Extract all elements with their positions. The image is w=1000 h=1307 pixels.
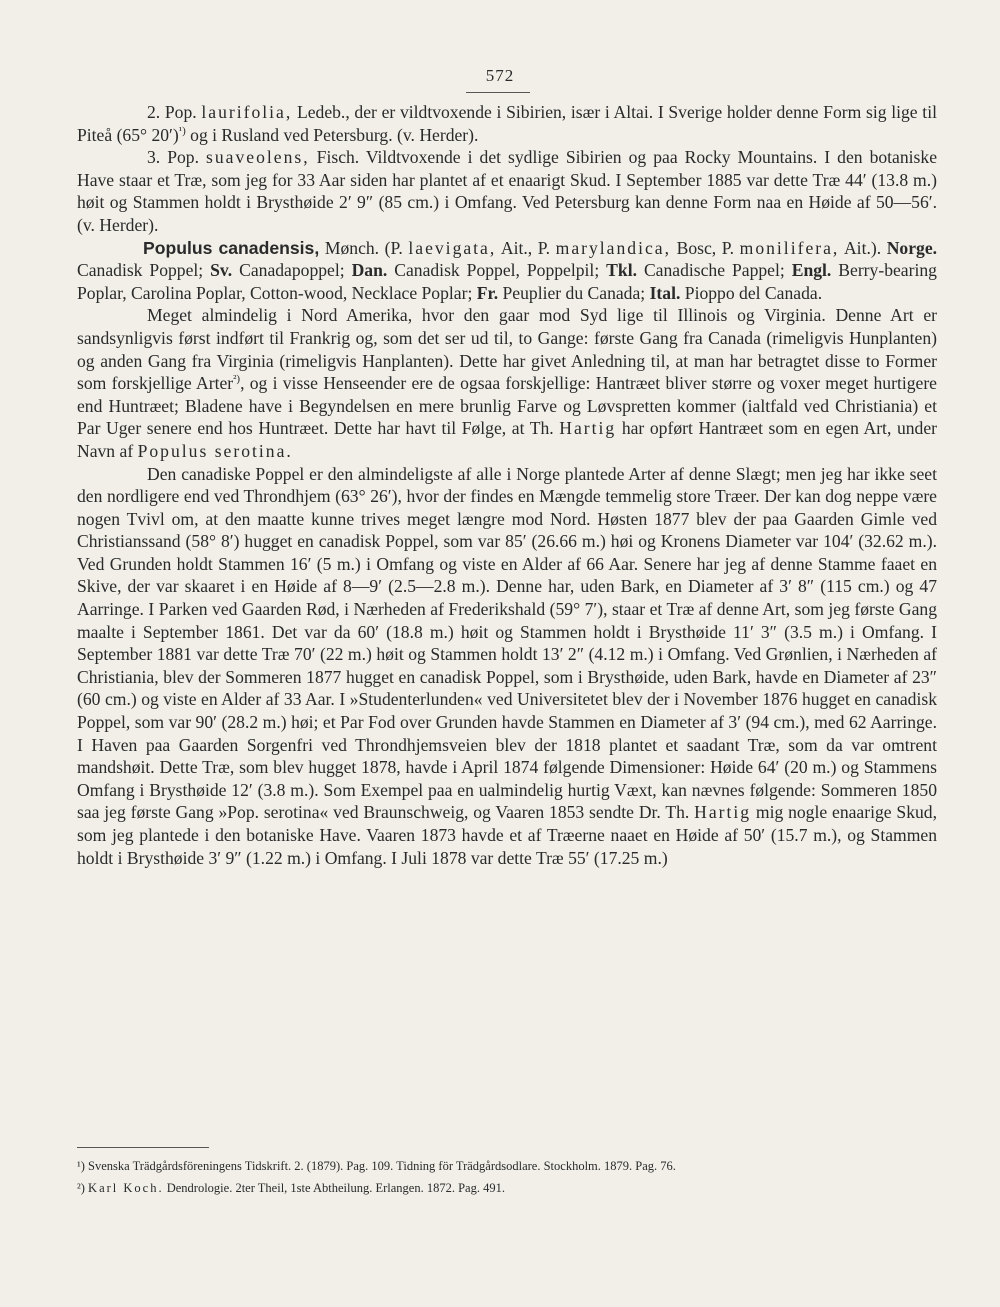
footnote-2: ²) Karl Koch. Dendrologie. 2ter Theil, 1ste Abtheilung. Erlangen. 1872. Pag. 491. xyxy=(77,1181,505,1195)
footnote-1: ¹) Svenska Trädgårdsföreningens Tidskrift. 2. (1879). Pag. 109. Tidning för Trädgårdsodlare. Stockholm. 1879. Pag. 76. xyxy=(77,1159,676,1173)
page-number: 572 xyxy=(485,66,515,85)
page-number-rule xyxy=(466,92,530,93)
species-name: laurifolia, xyxy=(201,102,293,122)
species-name: Populus serotina. xyxy=(137,440,293,461)
author-name: Hartig xyxy=(559,418,617,439)
author-name: Hartig xyxy=(694,802,752,823)
species-name: suaveolens, xyxy=(206,147,310,168)
author-name: Karl Koch. xyxy=(88,1181,164,1195)
footnote-rule xyxy=(77,1147,209,1148)
paragraph-pop-laurifolia: 2. Pop. laurifolia, Ledeb., der er vildtvoxende i Sibirien, især i Altai. I Sverige holder denne Form sig lige til Piteå (65° 20′)$^{^1)}$ og i Rusland ved Petersburg. (v. Herder). xyxy=(77,102,937,145)
footnote-ref-2: ²) xyxy=(233,373,241,386)
footnotes xyxy=(77,1157,937,1201)
footnote-ref-1: ¹) xyxy=(178,124,186,137)
species-heading: Populus canadensis, xyxy=(143,237,320,258)
paragraph-norway-records: Den canadiske Poppel er den almindeligste af alle i Norge plantede Arter af denne Slægt; men jeg har ikke seet den nordligere end ved Throndhjem (63° 26′), hvor der findes en Mængde temmelig store Træer. Der kan dog neppe være nogen Tvivl om, at den maatte kunne trives meget længre mod Nord. Høsten 1877 blev der paa Gaarden Gimle ved Christianssand (58° 8′) hugget en canadisk Poppel, som var 85′ (26.66 m.) høi og Kronens Diameter var 104′ (32.62 m.). Ved Grunden holdt Stammen 16′ (5 m.) i Omfang og viste en Alder af 66 Aar. Senere har jeg af denne Stamme faaet en Skive, der var skaaret i en Høide af 8—9′ (2.5—2.8 m.). Denne har, uden Bark, en Diameter af 3′ 8″ (115 cm.) og 47 Aarringe. I Parken ved Gaarden Rød, i Nærheden af Frederikshald (59° 7′), staar et Træ af denne Art, som jeg første Gang maalte i September 1861. Det var da 60′ (18.8 m.) høit og Stammen holdt i Brysthøide 11′ 3″ (3.5 m.) i Omfang. I September 1881 var dette Træ 70′ (22 m.) høit og Stammen holdt 13′ 2″ (4.12 m.) i Omfang. Ved Grønlien, i Nærheden af Christiania, blev der Sommeren 1877 hugget en canadisk Poppel, som i Brysthøide, uden Bark, havde en Diameter af 23″ (60 cm.) og viste en Alder af 33 Aar. I »Studenterlunden« ved Universitetet blev der i November 1876 hugget en canadisk Poppel, som var 90′ (28.2 m.) høi; et Par Fod over Grunden havde Stammen en Diameter af 3′ (94 cm.), med 62 Aarringe. I Haven paa Gaarden Sorgenfri ved Throndhjemsveien blev der 1818 plantet et saadant Træ, som da var omtrent mandshøit. Dette Træ, som blev hugget 1878, havde i April 1874 følgende Dimensioner: Høide 64′ (20 m.) og Stammens Omfang i Brysthøide 12′ (3.8 m.). Som Exempel paa en ualmindelig hurtig Væxt, kan nævnes følgende: Sommeren 1850 saa jeg første Gang »Pop. serotina« ved Braunschweig, og Vaaren 1853 sendte Dr. Th. Hartig mig nogle enaarige Skud, som jeg plantede i den botaniske Have. Vaaren 1873 havde et af Træerne naaet en Høide af 50′ (15.7 m.), og Stammen holdt i Brysthøide 3′ 9″ (1.22 m.) i Omfang. I Juli 1878 var dette Træ 55′ (17.25 m.) xyxy=(77,463,937,868)
paragraph-populus-canadensis: Populus canadensis, Mønch. (P. laevigata, Ait., P. marylandica, Bosc, P. monilifera, Ait.). Norge. Canadisk Poppel; Sv. Canadapoppel; Dan. Canadisk Poppel, Poppelpil; Tkl. Canadische Pappel; Engl. Berry-bearing Poplar, Carolina Poplar, Cotton-wood, Necklace Poplar; Fr. Peuplier du Canada; Ital. Pioppo del Canada. xyxy=(77,237,938,303)
paragraph-pop-suaveolens: 3. Pop. suaveolens, Fisch. Vildtvoxende i det sydlige Sibirien og paa Rocky Mountains. I den botaniske Have staar et Træ, som jeg for 33 Aar siden har plantet af et enaarigt Skud. I September 1885 var dette Træ 44′ (13.8 m.) høit og Stammen holdt i Brysthøide 2′ 9″ (85 cm.) i Omfang. Ved Petersburg kan denne Form naa en Høide af 50—56′. (v. Herder). xyxy=(77,147,938,235)
body-text xyxy=(77,101,937,869)
paragraph-distribution: Meget almindelig i Nord Amerika, hvor den gaar mod Syd lige til Illinois og Virginia. Denne Art er sandsynligvis først indført til Frankrig og, som det ser ud til, to Gange: første Gang fra Canada (rimeligvis Hunplanten) og anden Gang fra Virginia (rimeligvis Hanplanten). Dette har givet Anledning til, at man har betragtet disse to Former som forskjellige Arter$^{^2)}$, og i visse Henseender ere de ogsaa forskjellige: Hantræet bliver større og voxer meget hurtigere end Huntræet; Bladene have i Begyndelsen en mere brunlig Farve og Løvspretten kommer (ialtfald ved Christiania) et Par Uger senere end hos Huntræet. Dette har havt til Følge, at Th. Hartig har opført Hantræet som en egen Art, under Navn af Populus serotina. xyxy=(77,305,937,461)
